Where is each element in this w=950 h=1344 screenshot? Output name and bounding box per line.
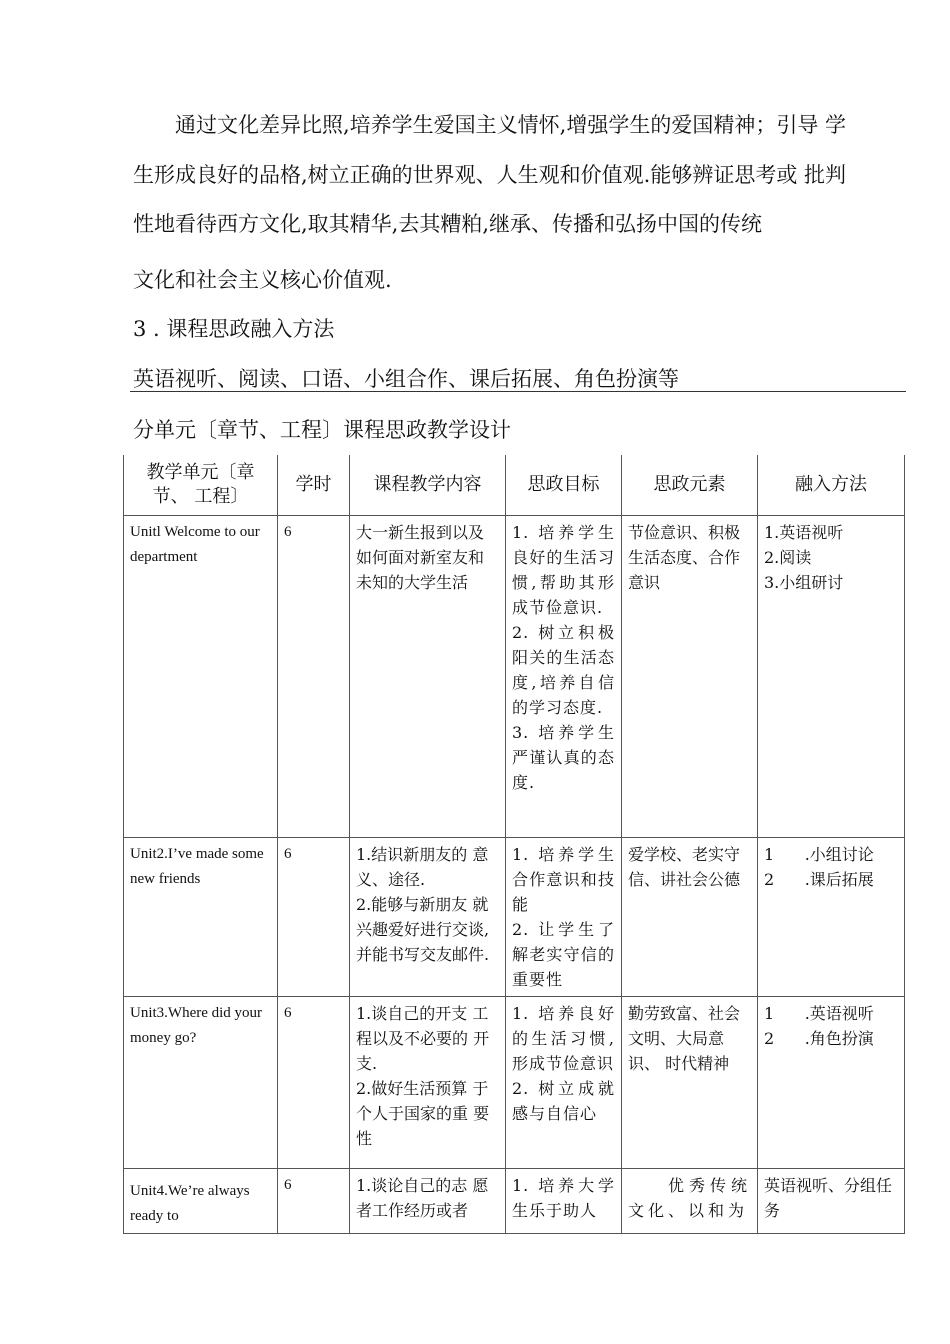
elements-cell: 节俭意识、积极生活态度、合作意识 bbox=[622, 515, 758, 837]
goal-line: 3. 培养学生严谨认真的态度. bbox=[512, 722, 615, 792]
method-line: 1 .英语视听 bbox=[764, 1003, 874, 1023]
hours-cell: 6 bbox=[278, 996, 350, 1168]
method-line: 2.阅读 bbox=[764, 547, 812, 567]
goals-cell bbox=[506, 996, 622, 1168]
methods-cell bbox=[758, 515, 905, 837]
method-line: 2 .课后拓展 bbox=[764, 869, 874, 889]
hours-cell: 6 bbox=[278, 837, 350, 996]
goal-line: 1. 培养良好的生活习惯,形成节俭意识 bbox=[512, 1003, 615, 1073]
method-line: 2 .角色扮演 bbox=[764, 1028, 874, 1048]
goals-cell bbox=[506, 1168, 622, 1233]
design-table bbox=[123, 455, 905, 1234]
hours-cell: 6 bbox=[278, 1168, 350, 1233]
unit-cell: Unitl Welcome to our department bbox=[124, 515, 278, 837]
method-line: 英语视听、分组任务 bbox=[764, 1175, 893, 1220]
content-cell bbox=[350, 837, 506, 996]
header-methods: 融入方法 bbox=[758, 455, 905, 515]
divider-line bbox=[130, 391, 906, 392]
content-line: 1.结识新朋友的 意义、途径. bbox=[356, 844, 489, 889]
elements-cell: 爱学校、老实守信、讲社会公德 bbox=[622, 837, 758, 996]
goal-line: 1. 培养学生合作意识和技能 bbox=[512, 844, 615, 914]
goal-line: 2. 让学生了解老实守信的重要性 bbox=[512, 919, 615, 989]
header-unit: 教学单元〔章节、 工程〕 bbox=[124, 455, 278, 515]
content-line: 2.做好生活预算 于个人于国家的重 要性 bbox=[356, 1078, 490, 1148]
methods-cell bbox=[758, 837, 905, 996]
unit-cell: Unit4.We’re always ready to bbox=[124, 1168, 278, 1233]
intro-line-4: 文化和社会主义核心价值观. bbox=[133, 268, 392, 292]
method-line: 1.英语视听 bbox=[764, 522, 844, 542]
header-hours: 学时 bbox=[278, 455, 350, 515]
table-row bbox=[124, 996, 905, 1168]
intro-line-1: 通过文化差异比照,培养学生爱国主义情怀,增强学生的爱国精神；引导 学 bbox=[175, 113, 847, 137]
content-line: 大一新生报到以及如何面对新室友和未知的大学生活 bbox=[356, 522, 485, 592]
goal-line: 1. 培养学生良好的生活习惯,帮助其形成节俭意识. bbox=[512, 522, 615, 617]
intro-line-3: 性地看待西方文化,取其精华,去其糟粕,继承、传播和弘扬中国的传统 bbox=[133, 212, 763, 236]
header-goals: 思政目标 bbox=[506, 455, 622, 515]
goals-cell bbox=[506, 515, 622, 837]
header-elements: 思政元素 bbox=[622, 455, 758, 515]
table-title: 分单元〔章节、工程〕课程思政教学设计 bbox=[133, 418, 511, 442]
goals-cell bbox=[506, 837, 622, 996]
goal-line: 2. 树立积极阳关的生活态度,培养自信的学习态度. bbox=[512, 622, 615, 717]
elements-cell: 优秀传统文化、以和为 bbox=[622, 1168, 758, 1233]
goal-line: 1. 培养大学生乐于助人 bbox=[512, 1175, 615, 1220]
methods-cell bbox=[758, 996, 905, 1168]
methods-cell bbox=[758, 1168, 905, 1233]
table-row bbox=[124, 515, 905, 837]
method-line: 1 .小组讨论 bbox=[764, 844, 874, 864]
section-heading: 3 . 课程思政融入方法 bbox=[133, 317, 335, 341]
unit-cell: Unit3.Where did your money go? bbox=[124, 996, 278, 1168]
hours-cell: 6 bbox=[278, 515, 350, 837]
content-line: 2.能够与新朋友 就兴趣爱好进行交谈,并能书写交友邮件. bbox=[356, 894, 490, 964]
goal-line: 2. 树立成就感与自信心 bbox=[512, 1078, 615, 1123]
content-cell bbox=[350, 515, 506, 837]
table-row bbox=[124, 837, 905, 996]
unit-cell: Unit2.I’ve made some new friends bbox=[124, 837, 278, 996]
table-row bbox=[124, 1168, 905, 1233]
content-line: 1.谈论自己的志 愿者工作经历或者 bbox=[356, 1175, 489, 1220]
methods-line: 英语视听、阅读、口语、小组合作、课后拓展、角色扮演等 bbox=[133, 367, 679, 391]
content-cell bbox=[350, 1168, 506, 1233]
content-cell bbox=[350, 996, 506, 1168]
intro-line-2: 生形成良好的品格,树立正确的世界观、人生观和价值观.能够辨证思考或 批判 bbox=[133, 163, 847, 187]
content-line: 1.谈自己的开支 工程以及不必要的 开支. bbox=[356, 1003, 490, 1073]
header-content: 课程教学内容 bbox=[350, 455, 506, 515]
elements-cell: 勤劳致富、社会文明、大局意识、 时代精神 bbox=[622, 996, 758, 1168]
method-line: 3.小组研讨 bbox=[764, 572, 844, 592]
table-header-row bbox=[124, 455, 905, 515]
